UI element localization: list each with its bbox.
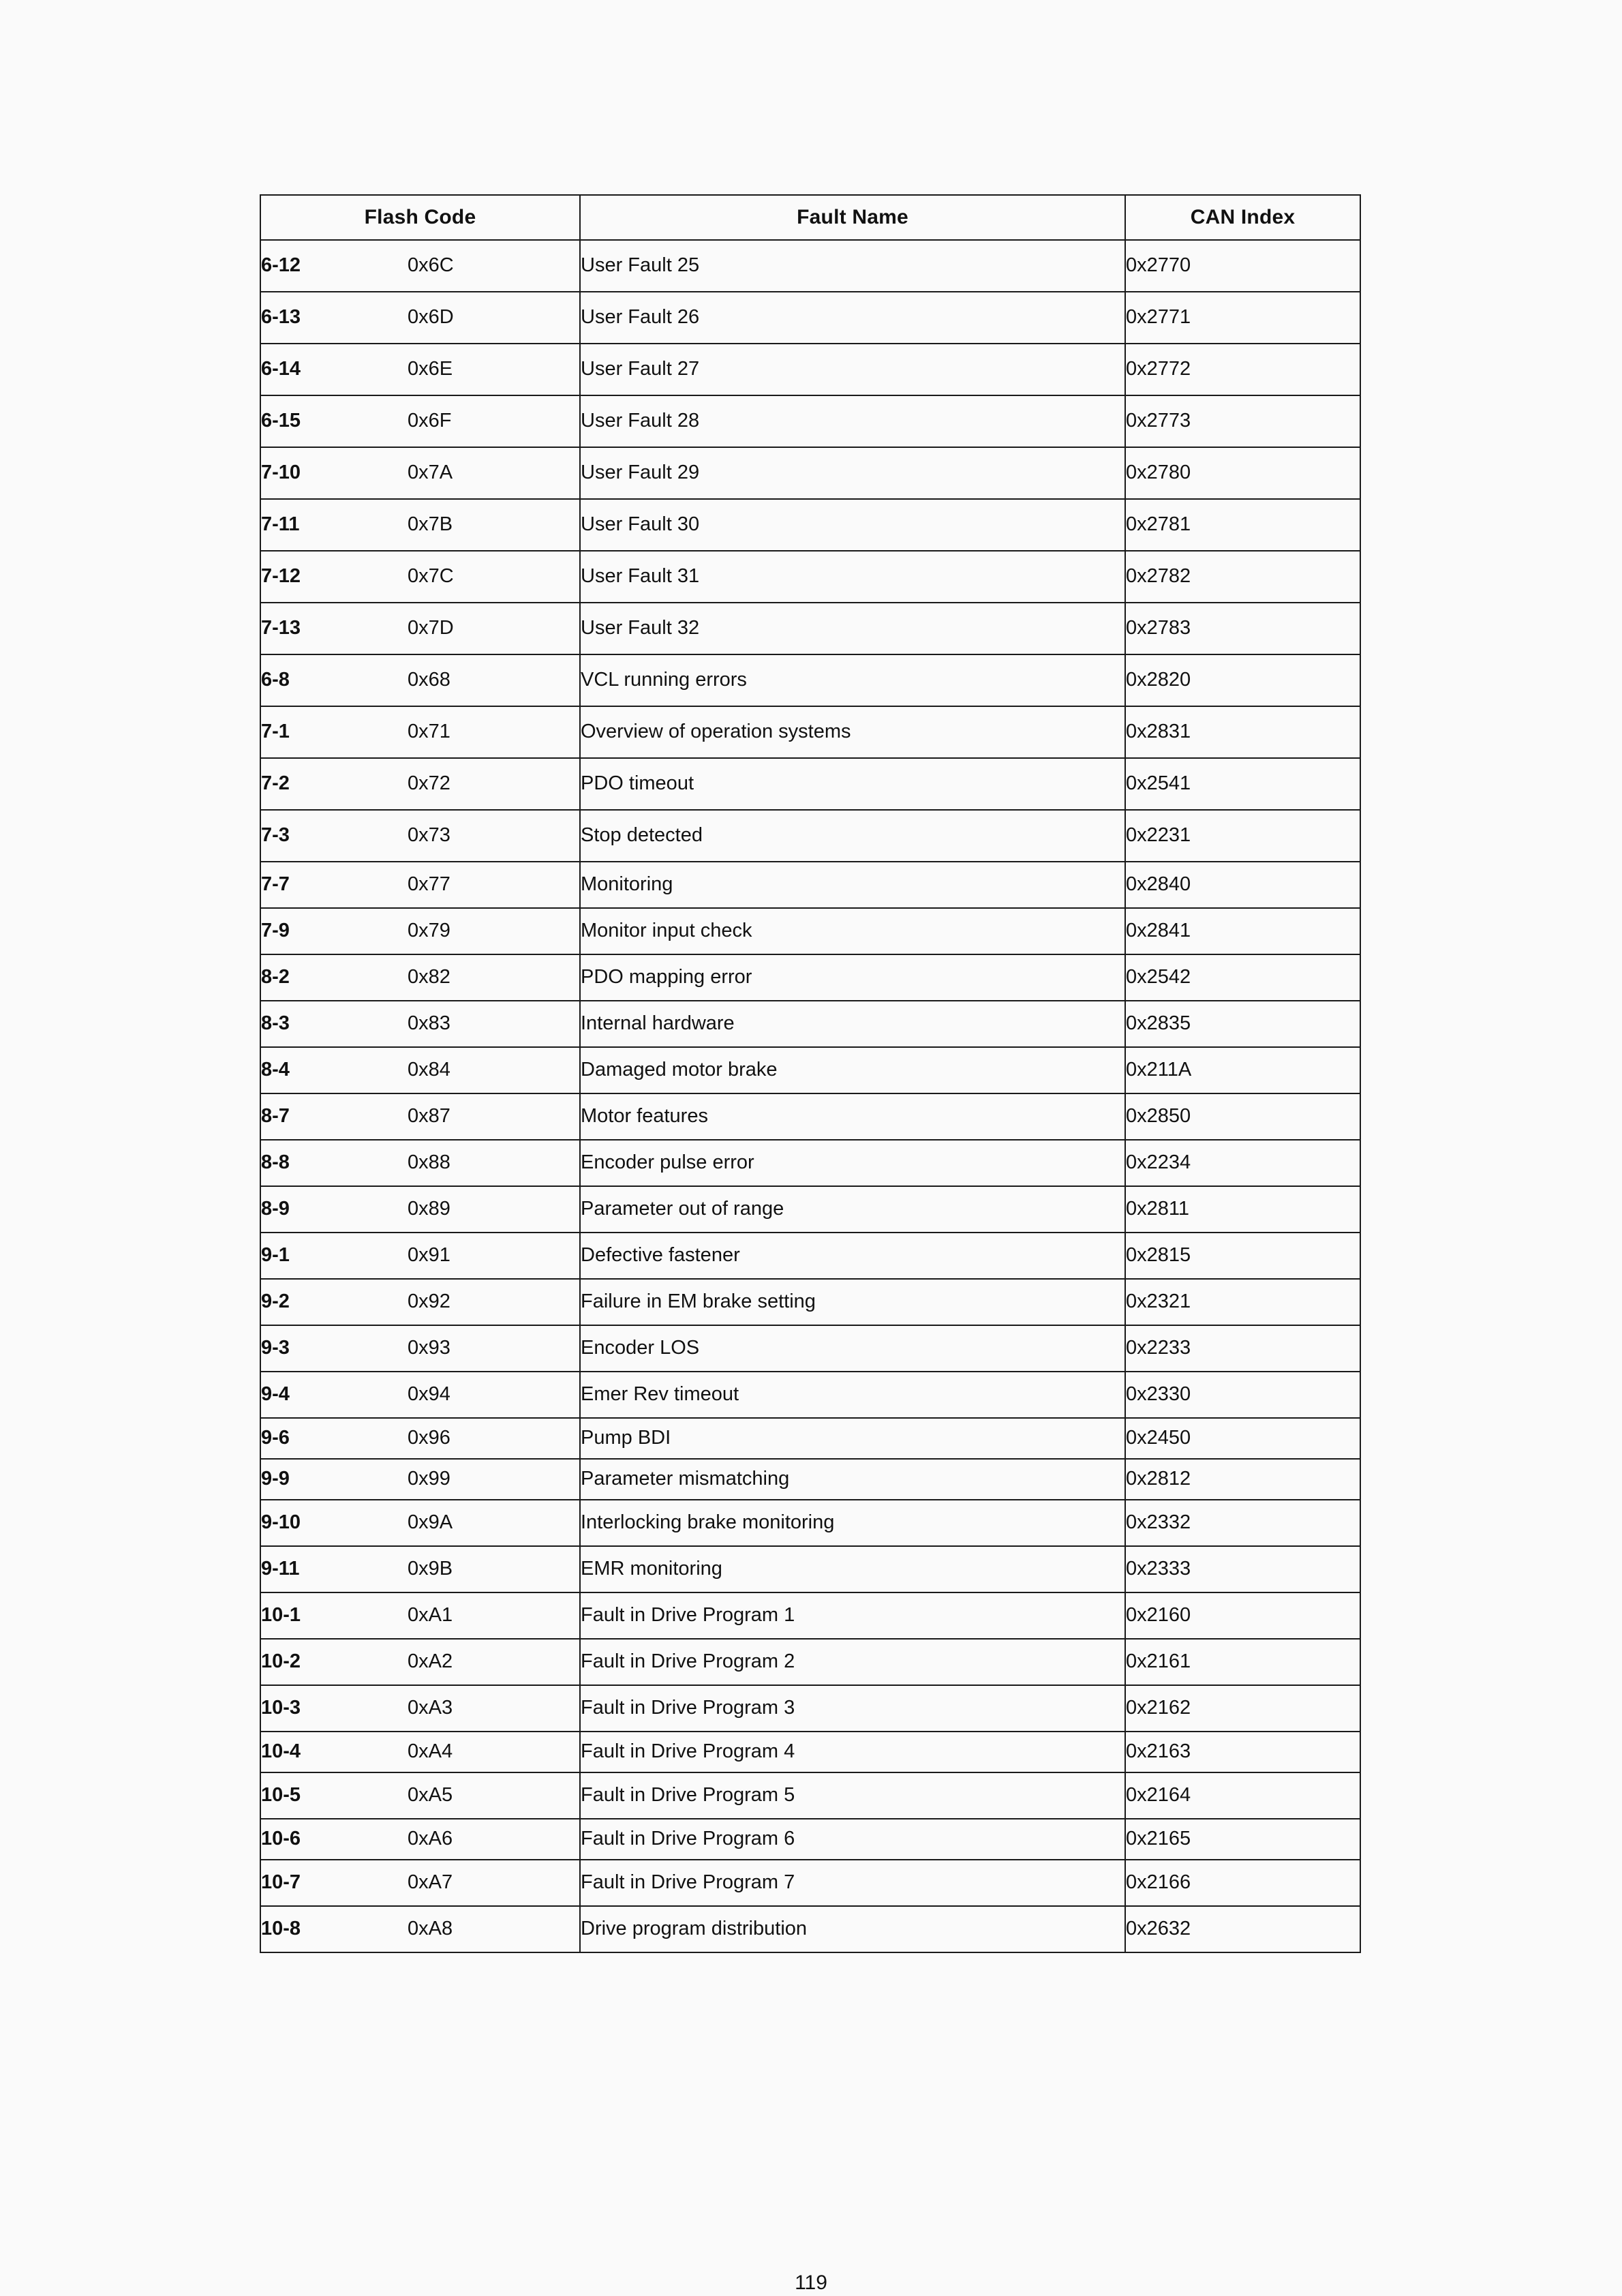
cell-flash-code xyxy=(260,1325,580,1372)
cell-fault-name: Fault in Drive Program 4 xyxy=(580,1732,1125,1772)
table-body xyxy=(260,240,1360,1952)
cell-flash-code xyxy=(260,1186,580,1233)
cell-fault-name: Damaged motor brake xyxy=(580,1047,1125,1093)
page-number: 119 xyxy=(795,2271,827,2294)
flash-code-group xyxy=(261,967,579,988)
cell-can-index: 0x2165 xyxy=(1125,1819,1360,1860)
table-row xyxy=(260,1459,1360,1500)
cell-fault-name: Fault in Drive Program 6 xyxy=(580,1819,1125,1860)
flash-code-value: 7-13 xyxy=(261,617,301,639)
flash-code-value: 10-4 xyxy=(261,1740,301,1763)
flash-code-group xyxy=(261,1013,579,1035)
table-row xyxy=(260,908,1360,954)
flash-code-group xyxy=(261,1872,579,1894)
flash-code-value: 7-7 xyxy=(261,873,290,896)
flash-code-hex: 0xA3 xyxy=(408,1697,453,1719)
table-row xyxy=(260,1592,1360,1639)
flash-code-group xyxy=(261,1512,579,1534)
table-row xyxy=(260,292,1360,344)
cell-can-index: 0x2781 xyxy=(1125,499,1360,551)
table-header-row xyxy=(260,195,1360,240)
cell-flash-code xyxy=(260,1732,580,1772)
table-row xyxy=(260,1047,1360,1093)
cell-fault-name: User Fault 27 xyxy=(580,344,1125,395)
cell-flash-code xyxy=(260,1140,580,1186)
flash-code-value: 7-10 xyxy=(261,462,301,484)
flash-code-group xyxy=(261,1697,579,1719)
table-row xyxy=(260,1418,1360,1459)
cell-flash-code xyxy=(260,1906,580,1952)
cell-flash-code xyxy=(260,1639,580,1685)
table-row xyxy=(260,1685,1360,1732)
cell-fault-name: User Fault 30 xyxy=(580,499,1125,551)
flash-code-hex: 0x73 xyxy=(408,824,450,847)
flash-code-hex: 0x93 xyxy=(408,1337,450,1359)
cell-flash-code xyxy=(260,603,580,654)
table-row xyxy=(260,758,1360,810)
flash-code-group xyxy=(261,1106,579,1128)
flash-code-group xyxy=(261,359,579,380)
flash-code-value: 10-8 xyxy=(261,1918,301,1940)
cell-can-index: 0x2321 xyxy=(1125,1279,1360,1325)
flash-code-hex: 0x89 xyxy=(408,1198,450,1220)
flash-code-hex: 0x6E xyxy=(408,358,453,380)
flash-code-group xyxy=(261,1428,579,1449)
flash-code-hex: 0x77 xyxy=(408,873,450,896)
cell-fault-name: EMR monitoring xyxy=(580,1546,1125,1592)
flash-code-group xyxy=(261,1785,579,1807)
flash-code-hex: 0xA1 xyxy=(408,1604,453,1627)
flash-code-value: 7-2 xyxy=(261,772,290,795)
cell-can-index: 0x2840 xyxy=(1125,862,1360,908)
flash-code-group xyxy=(261,1558,579,1580)
flash-code-group xyxy=(261,1338,579,1359)
flash-code-hex: 0x91 xyxy=(408,1244,450,1267)
cell-flash-code xyxy=(260,758,580,810)
cell-flash-code xyxy=(260,862,580,908)
flash-code-value: 10-7 xyxy=(261,1871,301,1894)
table-row xyxy=(260,603,1360,654)
flash-code-value: 9-10 xyxy=(261,1511,301,1534)
cell-flash-code xyxy=(260,1418,580,1459)
flash-code-value: 9-6 xyxy=(261,1427,290,1449)
cell-can-index: 0x2850 xyxy=(1125,1093,1360,1140)
cell-flash-code xyxy=(260,1233,580,1279)
cell-fault-name: PDO mapping error xyxy=(580,954,1125,1001)
flash-code-hex: 0xA2 xyxy=(408,1650,453,1673)
cell-can-index: 0x211A xyxy=(1125,1047,1360,1093)
flash-code-hex: 0x84 xyxy=(408,1059,450,1081)
flash-code-value: 6-8 xyxy=(261,669,290,691)
flash-code-hex: 0x83 xyxy=(408,1012,450,1035)
flash-code-group xyxy=(261,1828,579,1850)
cell-can-index: 0x2231 xyxy=(1125,810,1360,862)
cell-can-index: 0x2820 xyxy=(1125,654,1360,706)
flash-code-hex: 0x99 xyxy=(408,1468,450,1490)
flash-code-hex: 0x6F xyxy=(408,410,452,432)
cell-fault-name: Drive program distribution xyxy=(580,1906,1125,1952)
flash-code-group xyxy=(261,1918,579,1940)
cell-can-index: 0x2163 xyxy=(1125,1732,1360,1772)
flash-code-hex: 0x88 xyxy=(408,1151,450,1174)
table-row xyxy=(260,551,1360,603)
table-row xyxy=(260,1860,1360,1906)
cell-flash-code xyxy=(260,810,580,862)
cell-fault-name: Fault in Drive Program 3 xyxy=(580,1685,1125,1732)
cell-can-index: 0x2233 xyxy=(1125,1325,1360,1372)
cell-fault-name: User Fault 32 xyxy=(580,603,1125,654)
cell-fault-name: User Fault 26 xyxy=(580,292,1125,344)
flash-code-hex: 0x68 xyxy=(408,669,450,691)
flash-code-hex: 0x7A xyxy=(408,462,453,484)
cell-fault-name: Motor features xyxy=(580,1093,1125,1140)
flash-code-hex: 0x87 xyxy=(408,1105,450,1128)
table-row xyxy=(260,1186,1360,1233)
flash-code-value: 9-9 xyxy=(261,1468,290,1490)
cell-flash-code xyxy=(260,954,580,1001)
table-row xyxy=(260,344,1360,395)
flash-code-group xyxy=(261,1152,579,1174)
cell-fault-name: VCL running errors xyxy=(580,654,1125,706)
flash-code-hex: 0x82 xyxy=(408,966,450,988)
flash-code-value: 8-4 xyxy=(261,1059,290,1081)
flash-code-value: 7-11 xyxy=(261,513,300,536)
cell-fault-name: Stop detected xyxy=(580,810,1125,862)
flash-code-value: 8-8 xyxy=(261,1151,290,1174)
cell-flash-code xyxy=(260,908,580,954)
flash-code-group xyxy=(261,920,579,942)
flash-code-hex: 0x9A xyxy=(408,1511,453,1534)
table-row xyxy=(260,1546,1360,1592)
cell-can-index: 0x2831 xyxy=(1125,706,1360,758)
cell-fault-name: PDO timeout xyxy=(580,758,1125,810)
cell-fault-name: Encoder LOS xyxy=(580,1325,1125,1372)
flash-code-hex: 0x71 xyxy=(408,721,450,743)
cell-fault-name: Overview of operation systems xyxy=(580,706,1125,758)
flash-code-group xyxy=(261,1059,579,1081)
cell-fault-name: Emer Rev timeout xyxy=(580,1372,1125,1418)
cell-can-index: 0x2166 xyxy=(1125,1860,1360,1906)
flash-code-group xyxy=(261,1198,579,1220)
cell-can-index: 0x2783 xyxy=(1125,603,1360,654)
flash-code-value: 7-1 xyxy=(261,721,290,743)
flash-code-group xyxy=(261,773,579,795)
cell-can-index: 0x2632 xyxy=(1125,1906,1360,1952)
cell-flash-code xyxy=(260,499,580,551)
cell-fault-name: Internal hardware xyxy=(580,1001,1125,1047)
cell-can-index: 0x2780 xyxy=(1125,447,1360,499)
flash-code-value: 10-5 xyxy=(261,1784,301,1807)
table-row xyxy=(260,654,1360,706)
flash-code-hex: 0xA4 xyxy=(408,1740,453,1763)
cell-flash-code xyxy=(260,551,580,603)
column-header-can-index: CAN Index xyxy=(1125,195,1360,240)
flash-code-hex: 0x92 xyxy=(408,1290,450,1313)
cell-can-index: 0x2333 xyxy=(1125,1546,1360,1592)
table-row xyxy=(260,1093,1360,1140)
flash-code-hex: 0x6D xyxy=(408,306,454,329)
cell-fault-name: Interlocking brake monitoring xyxy=(580,1500,1125,1546)
cell-flash-code xyxy=(260,1772,580,1819)
cell-flash-code xyxy=(260,240,580,292)
table-row xyxy=(260,447,1360,499)
flash-code-value: 6-15 xyxy=(261,410,301,432)
flash-code-hex: 0x6C xyxy=(408,254,454,277)
flash-code-hex: 0xA6 xyxy=(408,1828,453,1850)
fault-code-table xyxy=(260,194,1361,1953)
cell-fault-name: Fault in Drive Program 5 xyxy=(580,1772,1125,1819)
flash-code-hex: 0xA5 xyxy=(408,1784,453,1807)
flash-code-value: 9-11 xyxy=(261,1558,300,1580)
cell-can-index: 0x2332 xyxy=(1125,1500,1360,1546)
cell-can-index: 0x2815 xyxy=(1125,1233,1360,1279)
flash-code-value: 7-12 xyxy=(261,565,301,588)
cell-can-index: 0x2835 xyxy=(1125,1001,1360,1047)
flash-code-group xyxy=(261,669,579,691)
cell-can-index: 0x2160 xyxy=(1125,1592,1360,1639)
table-header xyxy=(260,195,1360,240)
cell-can-index: 0x2161 xyxy=(1125,1639,1360,1685)
table-row xyxy=(260,862,1360,908)
cell-flash-code xyxy=(260,706,580,758)
cell-flash-code xyxy=(260,395,580,447)
flash-code-value: 10-2 xyxy=(261,1650,301,1673)
flash-code-group xyxy=(261,1245,579,1267)
cell-can-index: 0x2162 xyxy=(1125,1685,1360,1732)
cell-fault-name: Pump BDI xyxy=(580,1418,1125,1459)
flash-code-group xyxy=(261,410,579,432)
cell-flash-code xyxy=(260,1819,580,1860)
flash-code-hex: 0x79 xyxy=(408,920,450,942)
flash-code-group xyxy=(261,566,579,588)
table-row xyxy=(260,1001,1360,1047)
cell-flash-code xyxy=(260,1592,580,1639)
cell-can-index: 0x2812 xyxy=(1125,1459,1360,1500)
table-row xyxy=(260,1372,1360,1418)
table-row xyxy=(260,1639,1360,1685)
table-row xyxy=(260,1279,1360,1325)
cell-can-index: 0x2811 xyxy=(1125,1186,1360,1233)
flash-code-value: 7-3 xyxy=(261,824,290,847)
cell-flash-code xyxy=(260,654,580,706)
cell-fault-name: User Fault 31 xyxy=(580,551,1125,603)
cell-flash-code xyxy=(260,1685,580,1732)
cell-can-index: 0x2782 xyxy=(1125,551,1360,603)
flash-code-value: 7-9 xyxy=(261,920,290,942)
flash-code-hex: 0x94 xyxy=(408,1383,450,1406)
table-row xyxy=(260,1233,1360,1279)
table-row xyxy=(260,810,1360,862)
cell-flash-code xyxy=(260,1459,580,1500)
flash-code-group xyxy=(261,514,579,536)
cell-fault-name: Defective fastener xyxy=(580,1233,1125,1279)
cell-flash-code xyxy=(260,1500,580,1546)
flash-code-group xyxy=(261,462,579,484)
table-row xyxy=(260,706,1360,758)
flash-code-value: 9-4 xyxy=(261,1383,290,1406)
cell-can-index: 0x2330 xyxy=(1125,1372,1360,1418)
flash-code-value: 8-2 xyxy=(261,966,290,988)
flash-code-group xyxy=(261,1741,579,1763)
table-row xyxy=(260,1325,1360,1372)
table-row xyxy=(260,1500,1360,1546)
cell-can-index: 0x2773 xyxy=(1125,395,1360,447)
cell-fault-name: Monitor input check xyxy=(580,908,1125,954)
column-header-flash-code: Flash Code xyxy=(260,195,580,240)
flash-code-value: 6-13 xyxy=(261,306,301,329)
cell-flash-code xyxy=(260,1093,580,1140)
flash-code-group xyxy=(261,825,579,847)
cell-fault-name: Parameter out of range xyxy=(580,1186,1125,1233)
cell-can-index: 0x2771 xyxy=(1125,292,1360,344)
flash-code-hex: 0x7C xyxy=(408,565,454,588)
table-row xyxy=(260,954,1360,1001)
cell-fault-name: User Fault 25 xyxy=(580,240,1125,292)
flash-code-group xyxy=(261,1651,579,1673)
flash-code-value: 9-3 xyxy=(261,1337,290,1359)
cell-flash-code xyxy=(260,447,580,499)
flash-code-group xyxy=(261,1291,579,1313)
flash-code-hex: 0xA8 xyxy=(408,1918,453,1940)
flash-code-value: 10-1 xyxy=(261,1604,301,1627)
cell-fault-name: Monitoring xyxy=(580,862,1125,908)
flash-code-group xyxy=(261,255,579,277)
flash-code-value: 8-9 xyxy=(261,1198,290,1220)
flash-code-value: 9-1 xyxy=(261,1244,290,1267)
flash-code-value: 6-14 xyxy=(261,358,301,380)
cell-fault-name: User Fault 29 xyxy=(580,447,1125,499)
table-row xyxy=(260,499,1360,551)
column-header-fault-name: Fault Name xyxy=(580,195,1125,240)
flash-code-group xyxy=(261,721,579,743)
table-row xyxy=(260,1906,1360,1952)
cell-flash-code xyxy=(260,292,580,344)
cell-can-index: 0x2541 xyxy=(1125,758,1360,810)
cell-flash-code xyxy=(260,1279,580,1325)
cell-fault-name: Parameter mismatching xyxy=(580,1459,1125,1500)
cell-fault-name: Fault in Drive Program 1 xyxy=(580,1592,1125,1639)
flash-code-group xyxy=(261,874,579,896)
table-row xyxy=(260,1732,1360,1772)
flash-code-value: 9-2 xyxy=(261,1290,290,1313)
cell-can-index: 0x2841 xyxy=(1125,908,1360,954)
flash-code-group xyxy=(261,307,579,329)
cell-can-index: 0x2770 xyxy=(1125,240,1360,292)
table-row xyxy=(260,240,1360,292)
flash-code-hex: 0x7B xyxy=(408,513,453,536)
cell-fault-name: Failure in EM brake setting xyxy=(580,1279,1125,1325)
cell-can-index: 0x2542 xyxy=(1125,954,1360,1001)
flash-code-hex: 0x96 xyxy=(408,1427,450,1449)
cell-fault-name: Fault in Drive Program 2 xyxy=(580,1639,1125,1685)
cell-can-index: 0x2164 xyxy=(1125,1772,1360,1819)
cell-flash-code xyxy=(260,1860,580,1906)
flash-code-value: 10-3 xyxy=(261,1697,301,1719)
flash-code-group xyxy=(261,1605,579,1627)
flash-code-value: 8-3 xyxy=(261,1012,290,1035)
flash-code-hex: 0x7D xyxy=(408,617,454,639)
flash-code-hex: 0x72 xyxy=(408,772,450,795)
cell-flash-code xyxy=(260,1047,580,1093)
table-row xyxy=(260,395,1360,447)
cell-fault-name: Fault in Drive Program 7 xyxy=(580,1860,1125,1906)
cell-can-index: 0x2450 xyxy=(1125,1418,1360,1459)
table-row xyxy=(260,1772,1360,1819)
flash-code-hex: 0xA7 xyxy=(408,1871,453,1894)
cell-fault-name: Encoder pulse error xyxy=(580,1140,1125,1186)
table-row xyxy=(260,1140,1360,1186)
flash-code-group xyxy=(261,1384,579,1406)
cell-can-index: 0x2772 xyxy=(1125,344,1360,395)
cell-flash-code xyxy=(260,1001,580,1047)
cell-flash-code xyxy=(260,1372,580,1418)
cell-flash-code xyxy=(260,344,580,395)
flash-code-value: 6-12 xyxy=(261,254,301,277)
table-row xyxy=(260,1819,1360,1860)
cell-can-index: 0x2234 xyxy=(1125,1140,1360,1186)
flash-code-value: 8-7 xyxy=(261,1105,290,1128)
flash-code-hex: 0x9B xyxy=(408,1558,453,1580)
cell-flash-code xyxy=(260,1546,580,1592)
flash-code-value: 10-6 xyxy=(261,1828,301,1850)
flash-code-group xyxy=(261,618,579,639)
cell-fault-name: User Fault 28 xyxy=(580,395,1125,447)
flash-code-group xyxy=(261,1468,579,1490)
